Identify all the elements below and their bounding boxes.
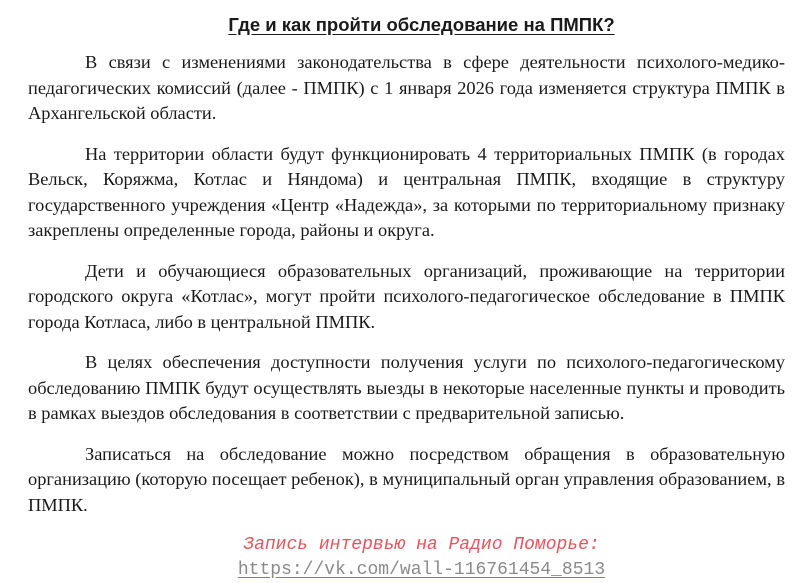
document-title: Где и как пройти обследование на ПМПК?	[228, 14, 615, 35]
paragraph-registration: Записаться на обследование можно посредством обращения в образовательную организацию (которую посещает ребенок), в муниципальный орган управления образованием, в ПМПК.	[28, 443, 785, 515]
interview-link-row	[58, 558, 785, 583]
paragraph-territorial-pmpk: На территории области будут функционировать 4 территориальных ПМПК (в городах Вельск, Коряжма, Котлас и Няндома) и центральная ПМПК, входящие в структуру государственного учреждения «Центр «Надежда», за которыми по территориальному признаку закреплены определенные города, районы и округа.	[28, 143, 785, 240]
footer	[28, 533, 785, 583]
interview-label: Запись интервью на Радио Поморье:	[243, 535, 600, 555]
paragraph-kotlas-children: Дети и обучающиеся образовательных организаций, проживающие на территории городского округа «Котлас», могут пройти психолого-педагогическое обследование в ПМПК города Котласа, либо в центральной ПМПК.	[28, 260, 785, 332]
paragraph-structure-change: В связи с изменениями законодательства в сфере деятельности психолого-медико-педагогических комиссий (далее - ПМПК) с 1 января 2026 года изменяется структура ПМПК в Архангельской области.	[28, 52, 785, 123]
interview-link[interactable]: https://vk.com/wall-116761454_8513	[237, 560, 606, 580]
paragraph-field-visits: В целях обеспечения доступности получения услуги по психолого-педагогическому обследованию ПМПК будут осуществлять выезды в некоторые населенные пункты и проводить в рамках выездов обследования в соответствии с предварительной записью.	[28, 352, 785, 423]
